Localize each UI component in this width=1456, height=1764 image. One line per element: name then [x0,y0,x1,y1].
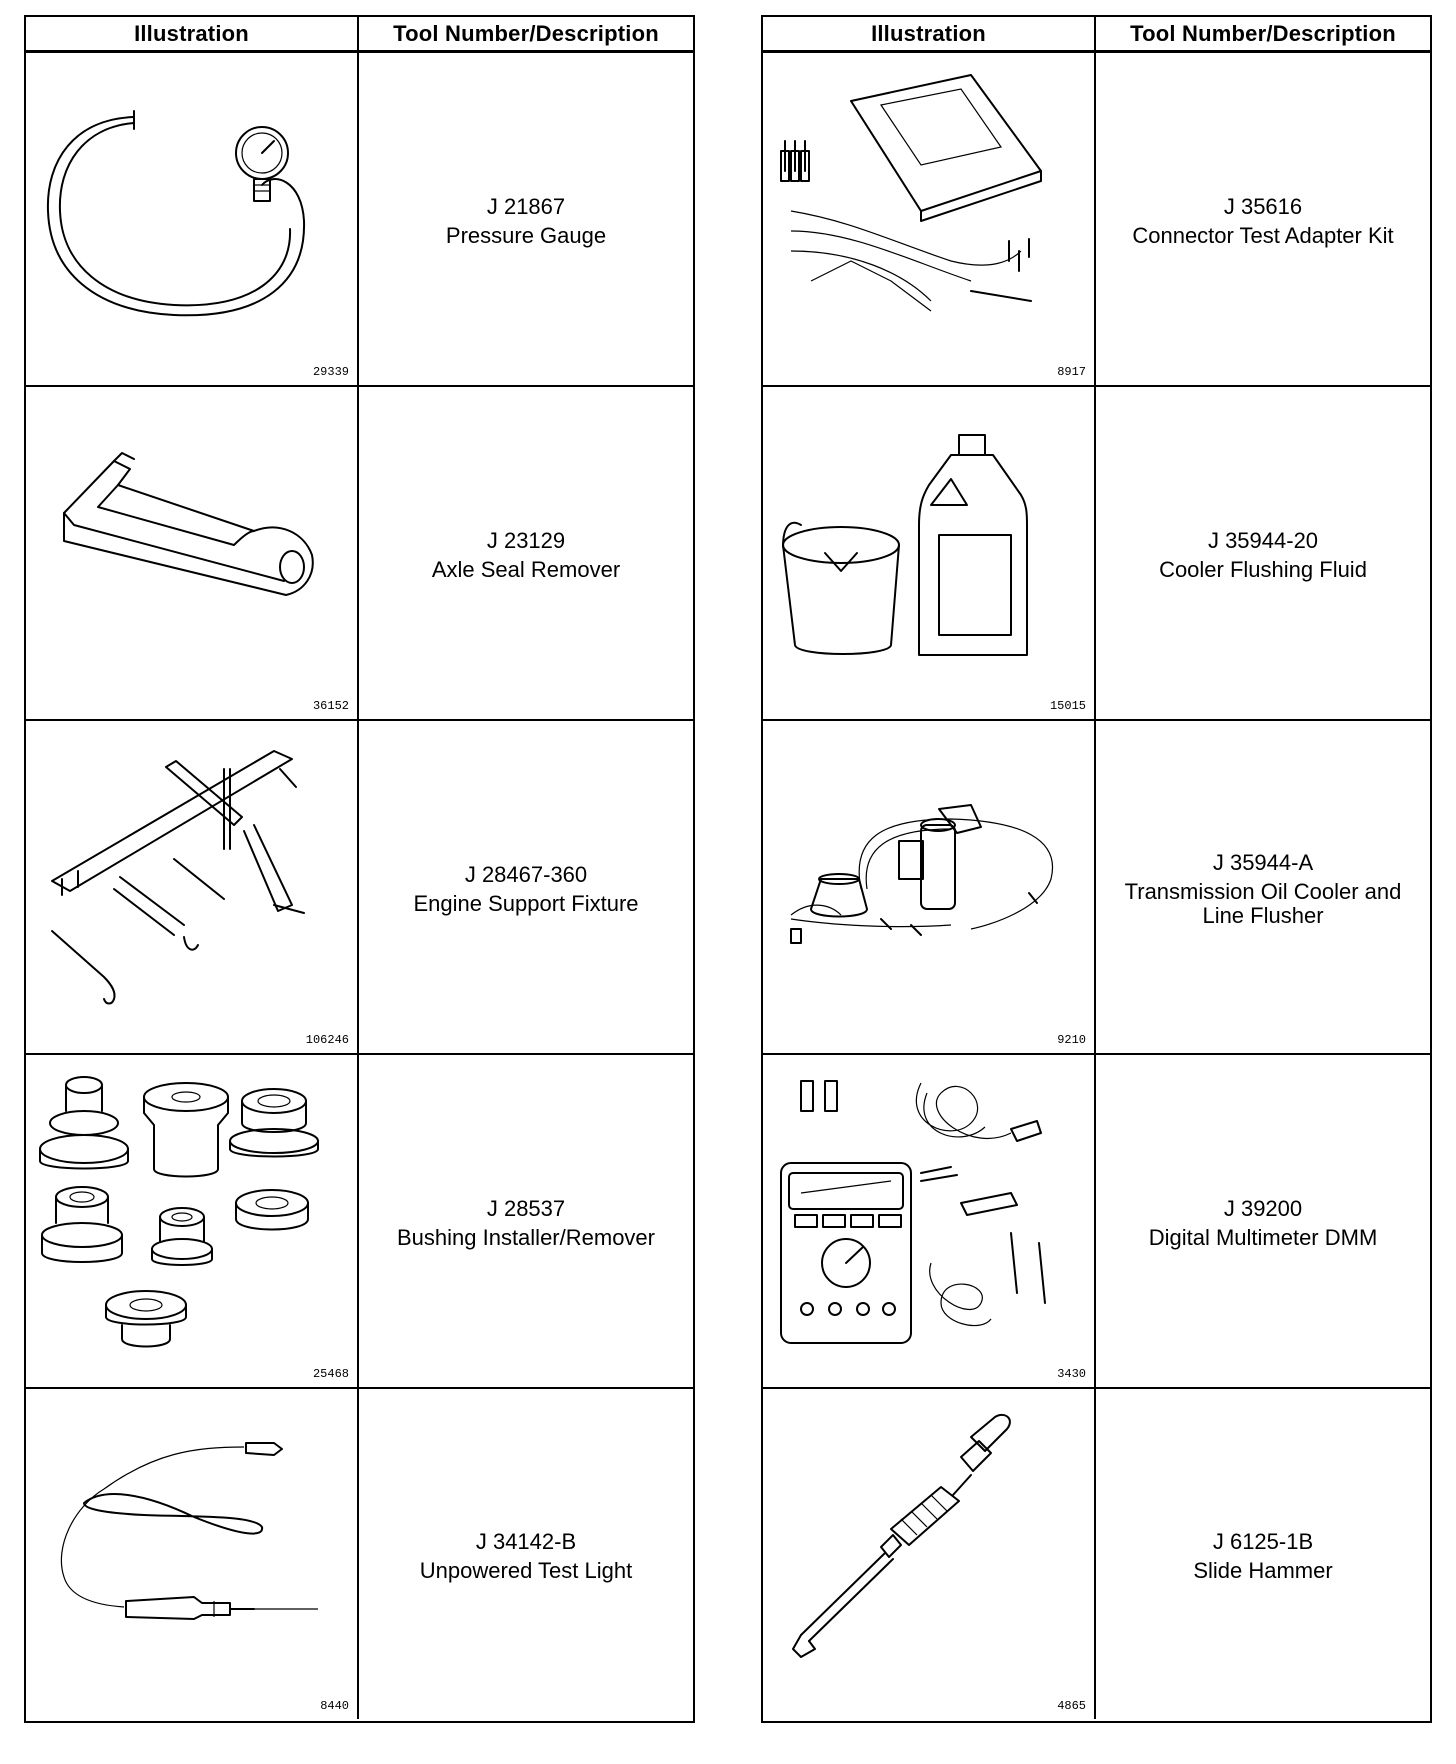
illustration-header: Illustration [763,17,1096,50]
illustration-cell [26,1055,359,1387]
tool-description: Connector Test Adapter Kit [1132,223,1394,248]
line-flusher-icon [771,729,1081,1029]
pressure-gauge-icon [34,61,344,361]
multimeter-icon [771,1063,1081,1363]
test-light-icon [34,1397,344,1697]
tool-number: J 34142-B [475,1529,577,1554]
table-row [26,53,693,387]
tool-description-cell [1096,1055,1430,1387]
tool-number: J 35616 [1223,194,1303,219]
tool-number: J 35944-20 [1207,528,1319,553]
tool-number: J 6125-1B [1212,1529,1314,1554]
illustration-cell [763,1055,1096,1387]
table-row [26,1389,693,1719]
table-row [763,1389,1430,1719]
tool-description-cell [359,387,693,719]
adapter-kit-icon [771,61,1081,361]
table-header [26,17,693,53]
table-row [763,387,1430,721]
tool-description: Pressure Gauge [445,223,607,248]
illustration-cell [26,1389,359,1719]
tool-description-cell [359,53,693,385]
figure-number: 29339 [312,365,349,379]
tool-description: Axle Seal Remover [431,557,621,582]
tool-description: Digital Multimeter DMM [1148,1225,1378,1250]
table-row [763,721,1430,1055]
table-row [26,721,693,1055]
tool-header: Tool Number/Description [393,20,659,46]
figure-number: 9210 [1057,1033,1086,1047]
axle-seal-remover-icon [34,395,344,695]
illustration-header: Illustration [26,17,359,50]
illustration-cell [26,387,359,719]
figure-number: 15015 [1049,699,1086,713]
tool-description: Transmission Oil Cooler and Line Flusher [1124,879,1402,928]
figure-number: 3430 [1057,1367,1086,1381]
tool-number: J 28467-360 [464,862,588,887]
illustration-cell [763,1389,1096,1719]
table-row [26,1055,693,1389]
tool-description-cell [1096,1389,1430,1719]
tool-number: J 23129 [486,528,566,553]
tool-number: J 39200 [1223,1196,1303,1221]
figure-number: 25468 [312,1367,349,1381]
tool-description-cell [1096,387,1430,719]
figure-number: 4865 [1057,1699,1086,1713]
left-tool-table [24,15,695,1723]
tool-description: Cooler Flushing Fluid [1159,557,1367,582]
tool-number: J 28537 [486,1196,566,1221]
figure-number: 8440 [320,1699,349,1713]
figure-number: 106246 [305,1033,349,1047]
tool-number: J 21867 [486,194,566,219]
illustration-cell [763,721,1096,1053]
tool-description-cell [359,1389,693,1719]
figure-number: 8917 [1057,365,1086,379]
table-row [763,1055,1430,1389]
tool-description: Engine Support Fixture [413,891,639,916]
tool-description-cell [359,721,693,1053]
right-tool-table [761,15,1432,1723]
tool-description: Bushing Installer/Remover [396,1225,655,1250]
illustration-cell [26,53,359,385]
tool-description-cell [359,1055,693,1387]
tool-description-cell [1096,53,1430,385]
tool-description: Unpowered Test Light [419,1558,633,1583]
tool-description-cell [1096,721,1430,1053]
slide-hammer-icon [771,1397,1081,1697]
tool-number: J 35944-A [1212,850,1314,875]
tool-header: Tool Number/Description [1130,20,1396,46]
illustration-cell [26,721,359,1053]
figure-number: 36152 [312,699,349,713]
table-header [763,17,1430,53]
bushing-set-icon [34,1063,344,1363]
illustration-cell [763,53,1096,385]
table-row [763,53,1430,387]
flushing-fluid-icon [771,395,1081,695]
tool-description: Slide Hammer [1193,1558,1333,1583]
table-row [26,387,693,721]
engine-support-fixture-icon [34,729,344,1029]
illustration-cell [763,387,1096,719]
